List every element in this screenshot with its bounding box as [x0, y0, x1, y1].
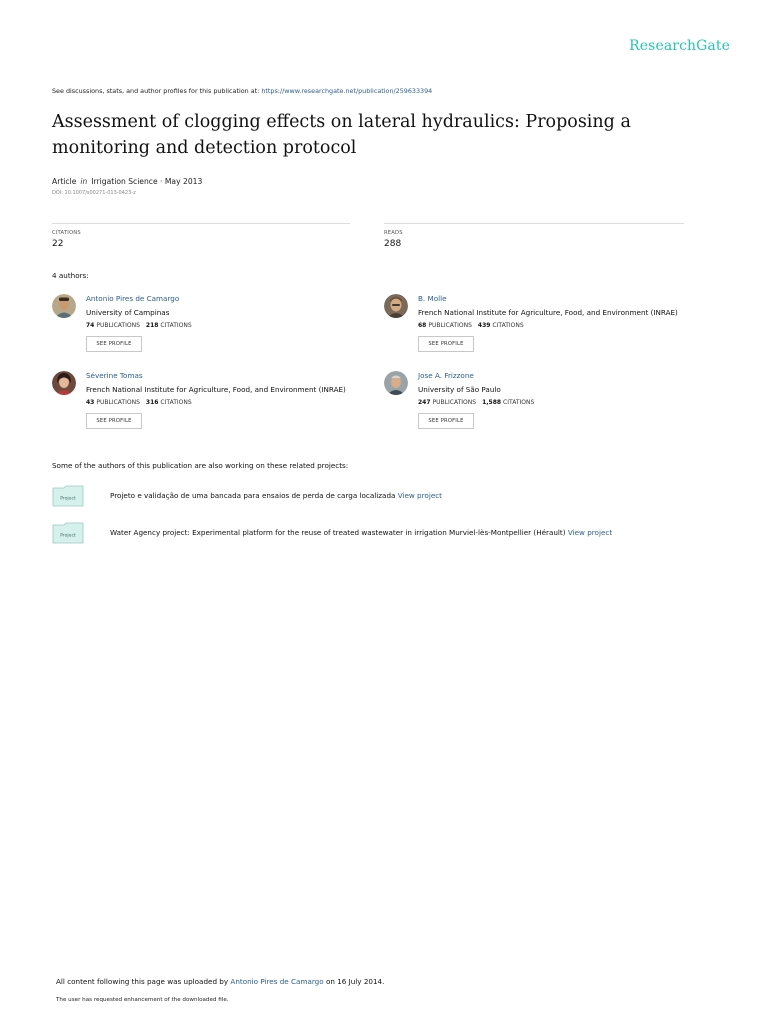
author-card: [384, 371, 704, 441]
researchgate-logo[interactable]: ResearchGate: [629, 38, 730, 54]
citations-label: CITATIONS: [52, 230, 81, 236]
author-name-link[interactable]: Jose A. Frizzone: [418, 371, 474, 380]
project-description: [110, 528, 612, 537]
citations-count: 218: [145, 322, 159, 329]
author-institution: French National Institute for Agriculture, Food, and Environment (INRAE): [418, 308, 678, 317]
publications-label: PUBLICATIONS: [96, 322, 140, 329]
upload-date: on 16 July 2014.: [325, 977, 385, 986]
project-item: [52, 522, 692, 544]
article-type: Article: [52, 177, 77, 186]
author-card: [384, 294, 704, 364]
view-project-link[interactable]: View project: [397, 491, 443, 500]
project-title: Water Agency project: Experimental platform for the reuse of treated wastewater in irrigation Murviel-lès-Montpellier (Hérault): [110, 528, 566, 537]
citations-label: CITATIONS: [160, 399, 192, 406]
author-stats: [418, 322, 524, 329]
project-icon-label: Project: [60, 496, 76, 502]
see-profile-button[interactable]: SEE PROFILE: [418, 413, 474, 429]
author-name-link[interactable]: B. Molle: [418, 294, 447, 303]
upload-notice: [56, 977, 384, 986]
author-card: [52, 371, 372, 441]
publications-count: 247: [418, 399, 431, 406]
author-name-link[interactable]: Séverine Tomas: [86, 371, 143, 380]
author-institution: University of Campinas: [86, 308, 170, 317]
publications-label: PUBLICATIONS: [96, 399, 140, 406]
citations-label: CITATIONS: [503, 399, 535, 406]
citations-count: 22: [52, 239, 64, 249]
discussion-prefix: See discussions, stats, and author profiles for this publication at:: [52, 87, 260, 95]
project-description: [110, 491, 442, 500]
avatar[interactable]: [384, 371, 408, 395]
citations-label: CITATIONS: [492, 322, 524, 329]
divider-left: [52, 223, 350, 224]
project-item: [52, 485, 692, 507]
author-stats: [86, 399, 192, 406]
publications-label: PUBLICATIONS: [432, 399, 477, 406]
divider-right: [384, 223, 684, 224]
uploader-link[interactable]: Antonio Pires de Camargo: [230, 977, 324, 986]
author-card: [52, 294, 372, 364]
view-project-link[interactable]: View project: [567, 528, 613, 537]
article-in: in: [80, 177, 88, 186]
see-profile-button[interactable]: SEE PROFILE: [86, 336, 142, 352]
author-stats: [86, 322, 192, 329]
doi: DOI: 10.1007/s00271-013-0423-z: [52, 190, 136, 196]
related-projects-heading: Some of the authors of this publication are also working on these related projects:: [52, 461, 349, 470]
see-profile-button[interactable]: SEE PROFILE: [86, 413, 142, 429]
project-icon-label: Project: [60, 533, 76, 539]
project-folder-icon: [52, 522, 84, 544]
article-meta: [52, 177, 202, 186]
see-profile-button[interactable]: SEE PROFILE: [418, 336, 474, 352]
publication-url-link[interactable]: https://www.researchgate.net/publication/259633394: [261, 87, 433, 95]
discussion-line: [52, 87, 432, 95]
avatar[interactable]: [384, 294, 408, 318]
enhancement-notice: The user has requested enhancement of the downloaded file.: [56, 997, 229, 1003]
paper-title: Assessment of clogging effects on lateral hydraulics: Proposing a monitoring and detection protocol: [52, 112, 631, 158]
upload-prefix: All content following this page was uploaded by: [56, 977, 229, 986]
journal-name: Irrigation Science · May 2013: [91, 177, 203, 186]
citations-label: CITATIONS: [160, 322, 192, 329]
avatar[interactable]: [52, 371, 76, 395]
reads-label: READS: [384, 230, 403, 236]
project-title: Projeto e validação de uma bancada para ensaios de perda de carga localizada: [110, 491, 396, 500]
publications-count: 68: [418, 322, 427, 329]
citations-count: 316: [145, 399, 159, 406]
citations-count: 1,588: [482, 399, 502, 406]
publications-label: PUBLICATIONS: [428, 322, 472, 329]
author-institution: French National Institute for Agriculture, Food, and Environment (INRAE): [86, 385, 346, 394]
author-institution: University of São Paulo: [418, 385, 501, 394]
author-stats: [418, 399, 534, 406]
publications-count: 43: [86, 399, 95, 406]
publications-count: 74: [86, 322, 95, 329]
reads-count: 288: [384, 239, 402, 249]
author-name-link[interactable]: Antonio Pires de Camargo: [86, 294, 180, 303]
project-folder-icon: [52, 485, 84, 507]
authors-heading: 4 authors:: [52, 271, 89, 280]
avatar[interactable]: [52, 294, 76, 318]
citations-count: 439: [477, 322, 491, 329]
